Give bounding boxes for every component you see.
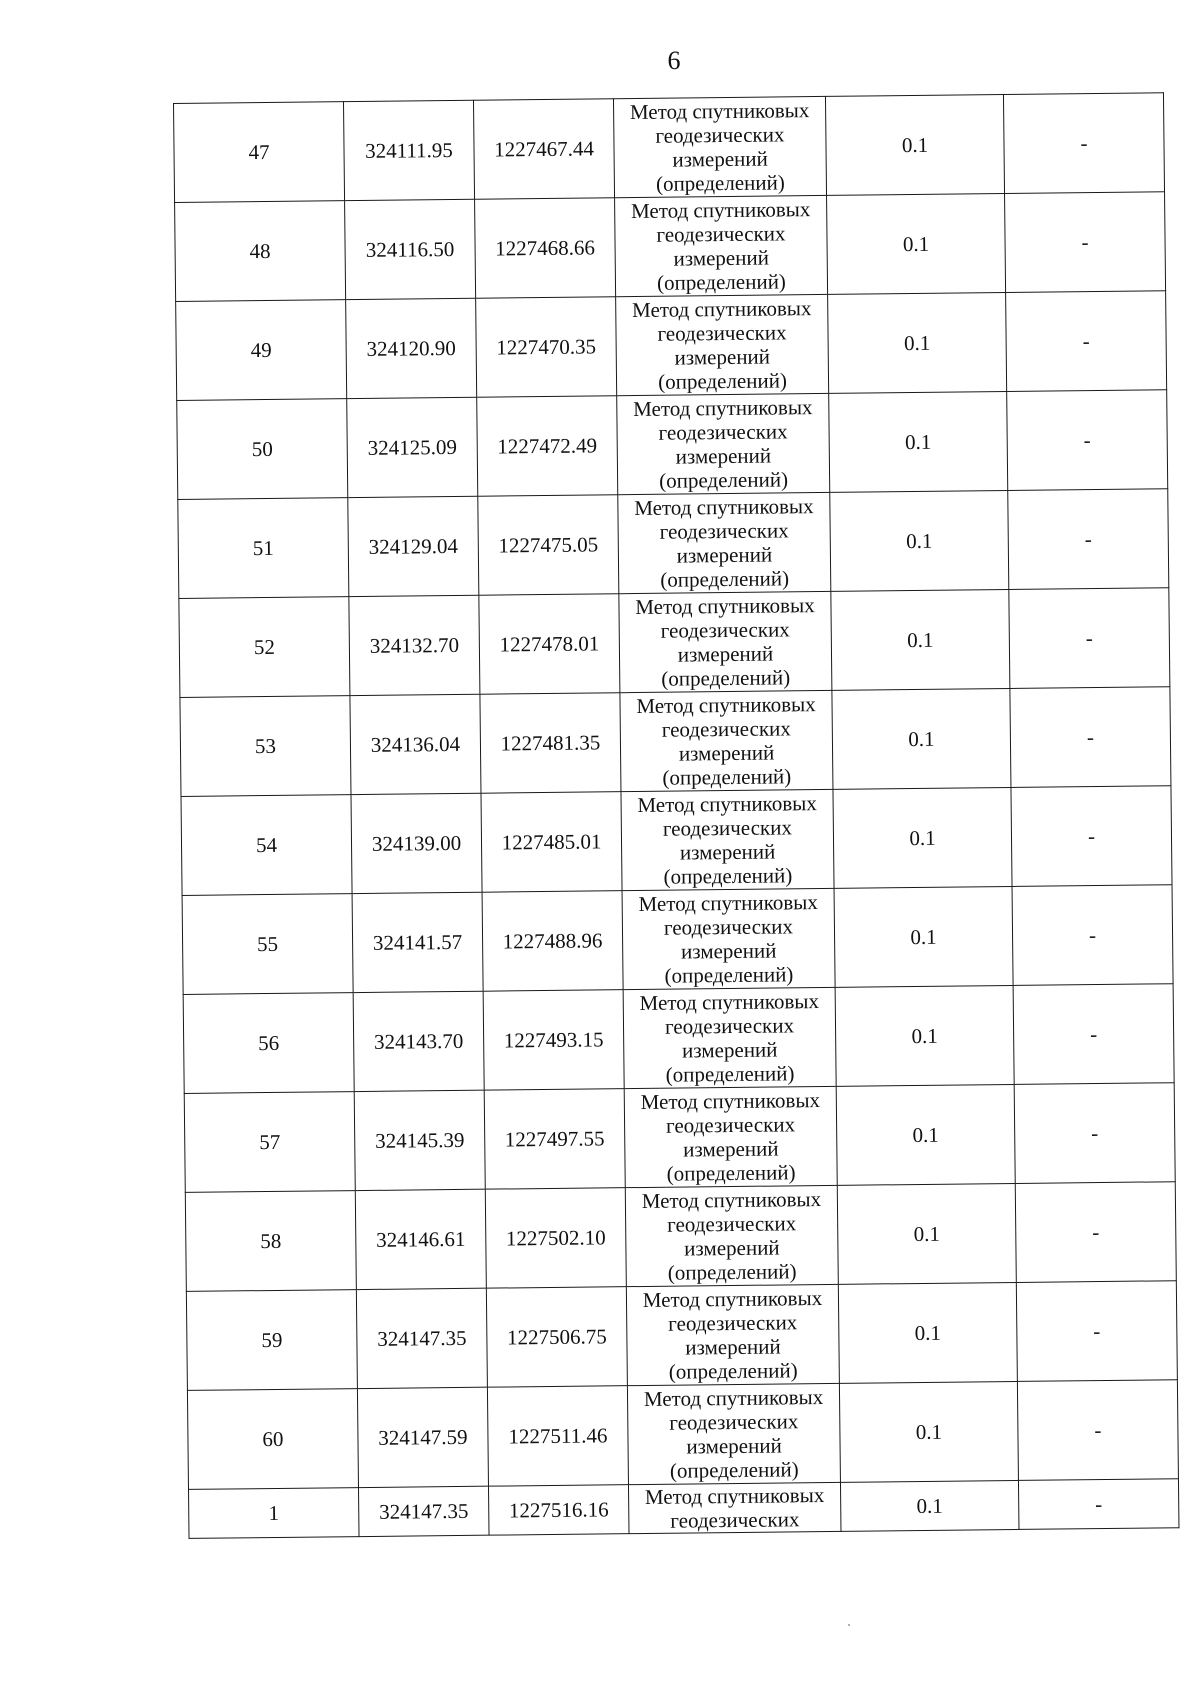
method-line: (определений) — [662, 764, 792, 790]
table-row — [179, 588, 1170, 698]
method-line: измерений — [681, 1037, 778, 1063]
table-row — [175, 192, 1166, 302]
note-cell: - — [1015, 1182, 1176, 1283]
accuracy-cell: 0.1 — [839, 1381, 1018, 1482]
table-row — [189, 1479, 1179, 1539]
method-cell — [615, 195, 828, 296]
method-line: геодезических — [663, 914, 794, 940]
method-line: Метод спутниковых — [638, 890, 818, 917]
method-line: Метод спутниковых — [636, 692, 816, 719]
method-cell — [621, 789, 834, 890]
table-row — [178, 489, 1169, 599]
accuracy-cell: 0.1 — [840, 1480, 1019, 1531]
method-cell — [618, 492, 831, 593]
point-number-cell: 58 — [185, 1191, 356, 1292]
method-line: (определений) — [661, 665, 791, 691]
method-cell — [616, 294, 829, 395]
scan-speck — [848, 1624, 850, 1626]
method-line: измерений — [672, 146, 768, 172]
note-cell: - — [1013, 984, 1174, 1085]
accuracy-cell: 0.1 — [835, 985, 1014, 1086]
note-cell: - — [1005, 192, 1166, 293]
table-row — [185, 1182, 1176, 1292]
coordinate-y-cell: 1227472.49 — [477, 396, 618, 497]
table-row — [182, 885, 1173, 995]
method-line: (определений) — [667, 1259, 797, 1285]
method-line: Метод спутниковых — [631, 296, 812, 323]
coordinate-y-cell: 1227488.96 — [482, 891, 623, 992]
method-line: Метод спутниковых — [634, 494, 814, 521]
method-line: (определений) — [669, 1457, 799, 1483]
method-line: измерений — [678, 740, 775, 766]
coordinate-y-cell: 1227468.66 — [475, 198, 616, 299]
method-line: Метод спутниковых — [644, 1483, 825, 1509]
note-cell: - — [1003, 93, 1164, 194]
coordinate-y-cell: 1227478.01 — [479, 594, 620, 695]
accuracy-cell: 0.1 — [837, 1183, 1016, 1284]
method-cell — [627, 1383, 840, 1484]
accuracy-cell: 0.1 — [833, 787, 1012, 888]
coordinate-x-cell: 324147.59 — [357, 1387, 488, 1487]
method-cell — [623, 987, 836, 1088]
coordinate-x-cell: 324129.04 — [348, 496, 479, 596]
coordinate-y-cell: 1227497.55 — [484, 1089, 625, 1190]
method-line: геодезических — [661, 716, 791, 742]
coordinate-y-cell: 1227511.46 — [487, 1386, 628, 1487]
method-line: измерений — [676, 542, 773, 568]
page-number: 6 — [667, 46, 681, 75]
note-cell: - — [1011, 786, 1172, 887]
method-line: Метод спутниковых — [641, 1187, 822, 1213]
note-cell: - — [1016, 1281, 1177, 1382]
table-row — [186, 1281, 1177, 1391]
method-line: геодезических — [664, 1013, 795, 1039]
accuracy-cell: 0.1 — [838, 1282, 1017, 1383]
point-number-cell: 51 — [178, 498, 349, 599]
method-line: геодезических — [655, 122, 785, 148]
method-line: геодезических — [670, 1507, 800, 1533]
point-number-cell: 53 — [180, 696, 351, 797]
accuracy-cell: 0.1 — [832, 688, 1011, 789]
method-line: измерений — [686, 1433, 782, 1459]
point-number-cell: 52 — [179, 597, 350, 698]
note-cell: - — [1018, 1479, 1179, 1530]
method-cell — [624, 1086, 837, 1187]
accuracy-cell: 0.1 — [829, 391, 1008, 492]
note-cell: - — [1006, 291, 1167, 392]
method-cell — [622, 888, 835, 989]
table-row — [176, 291, 1167, 401]
method-line: измерений — [675, 443, 772, 469]
point-number-cell: 1 — [189, 1488, 360, 1539]
coordinate-y-cell: 1227506.75 — [486, 1287, 627, 1388]
method-line: Метод спутниковых — [635, 593, 815, 620]
point-number-cell: 56 — [183, 993, 354, 1094]
note-cell: - — [1010, 687, 1171, 788]
accuracy-cell: 0.1 — [827, 194, 1006, 295]
method-line: (определений) — [659, 467, 789, 493]
method-line: измерений — [684, 1235, 780, 1261]
coordinate-x-cell: 324147.35 — [358, 1486, 489, 1536]
accuracy-cell: 0.1 — [830, 490, 1009, 591]
method-line: геодезических — [656, 221, 786, 247]
method-line: (определений) — [668, 1358, 798, 1384]
coordinate-y-cell: 1227493.15 — [483, 990, 624, 1091]
method-line: геодезических — [665, 1112, 796, 1138]
method-line: Метод спутниковых — [629, 98, 810, 125]
coordinate-y-cell: 1227481.35 — [480, 693, 621, 794]
method-line: измерений — [685, 1334, 781, 1360]
accuracy-cell: 0.1 — [825, 95, 1004, 196]
method-cell — [619, 591, 832, 692]
point-number-cell: 55 — [182, 894, 353, 995]
coordinate-y-cell: 1227470.35 — [476, 297, 617, 398]
table-row — [187, 1380, 1178, 1490]
method-line: (определений) — [656, 269, 786, 295]
method-line: измерений — [680, 938, 777, 964]
table-row — [181, 786, 1172, 896]
point-number-cell: 48 — [175, 201, 346, 302]
coordinate-x-cell: 324132.70 — [349, 595, 480, 695]
method-line: измерений — [679, 839, 776, 865]
method-line: (определений) — [666, 1160, 796, 1186]
coordinate-y-cell: 1227475.05 — [478, 495, 619, 596]
method-line: (определений) — [658, 368, 788, 394]
accuracy-cell: 0.1 — [828, 293, 1007, 394]
method-line: измерений — [674, 344, 771, 370]
method-line: (определений) — [663, 863, 793, 889]
method-line: геодезических — [662, 815, 793, 841]
method-line: геодезических — [660, 617, 790, 643]
coordinate-y-cell: 1227502.10 — [485, 1188, 626, 1289]
coordinate-x-cell: 324111.95 — [343, 100, 474, 200]
method-line: Метод спутниковых — [633, 395, 813, 422]
coordinate-y-cell: 1227485.01 — [481, 792, 622, 893]
table-row — [183, 984, 1174, 1094]
coordinate-x-cell: 324145.39 — [354, 1090, 485, 1190]
method-cell — [617, 393, 830, 494]
note-cell: - — [1014, 1083, 1175, 1184]
accuracy-cell: 0.1 — [836, 1084, 1015, 1185]
note-cell: - — [1017, 1380, 1178, 1481]
point-number-cell: 47 — [174, 102, 345, 203]
coordinate-x-cell: 324120.90 — [346, 298, 477, 398]
method-line: геодезических — [669, 1409, 799, 1435]
method-line: Метод спутниковых — [640, 1088, 821, 1114]
table-row — [180, 687, 1171, 797]
point-number-cell: 50 — [177, 399, 348, 500]
note-cell: - — [1009, 588, 1170, 689]
coordinate-x-cell: 324136.04 — [350, 694, 481, 794]
method-line: измерений — [673, 245, 770, 271]
method-line: измерений — [683, 1136, 779, 1162]
coordinate-x-cell: 324143.70 — [353, 991, 484, 1091]
method-line: геодезических — [667, 1211, 797, 1237]
coordinates-table-container — [173, 92, 1178, 1539]
method-line: геодезических — [668, 1310, 798, 1336]
method-cell — [620, 690, 833, 791]
note-cell: - — [1012, 885, 1173, 986]
method-cell — [625, 1185, 838, 1286]
coordinates-table-body — [174, 93, 1179, 1539]
method-line: геодезических — [657, 320, 787, 346]
coordinate-x-cell: 324146.61 — [355, 1189, 486, 1289]
method-line: Метод спутниковых — [639, 989, 820, 1016]
point-number-cell: 59 — [186, 1290, 357, 1391]
method-line: Метод спутниковых — [630, 197, 811, 224]
method-line: (определений) — [665, 1061, 795, 1087]
method-line: геодезических — [659, 518, 789, 544]
note-cell: - — [1007, 390, 1168, 491]
method-line: Метод спутниковых — [643, 1385, 824, 1411]
method-cell — [626, 1284, 839, 1385]
coordinate-x-cell: 324141.57 — [352, 892, 483, 992]
method-cell — [628, 1482, 841, 1533]
table-row — [184, 1083, 1175, 1193]
table-row — [174, 93, 1165, 203]
method-cell — [613, 96, 826, 197]
method-line: Метод спутниковых — [637, 791, 817, 818]
method-line: (определений) — [655, 170, 785, 196]
point-number-cell: 49 — [176, 300, 347, 401]
method-line: геодезических — [658, 419, 788, 445]
accuracy-cell: 0.1 — [831, 589, 1010, 690]
note-cell: - — [1008, 489, 1169, 590]
point-number-cell: 57 — [184, 1092, 355, 1193]
coordinate-x-cell: 324139.00 — [351, 793, 482, 893]
accuracy-cell: 0.1 — [834, 886, 1013, 987]
point-number-cell: 54 — [181, 795, 352, 896]
coordinate-x-cell: 324147.35 — [356, 1288, 487, 1388]
method-line: (определений) — [660, 566, 790, 592]
coordinate-y-cell: 1227516.16 — [488, 1485, 629, 1536]
coordinate-x-cell: 324125.09 — [347, 397, 478, 497]
point-number-cell: 60 — [187, 1389, 358, 1490]
method-line: измерений — [677, 641, 774, 667]
coordinate-x-cell: 324116.50 — [345, 199, 476, 299]
method-line: Метод спутниковых — [642, 1286, 823, 1312]
table-row — [177, 390, 1168, 500]
coordinate-y-cell: 1227467.44 — [473, 99, 614, 200]
method-line: (определений) — [664, 962, 794, 988]
coordinates-table — [173, 92, 1179, 1539]
